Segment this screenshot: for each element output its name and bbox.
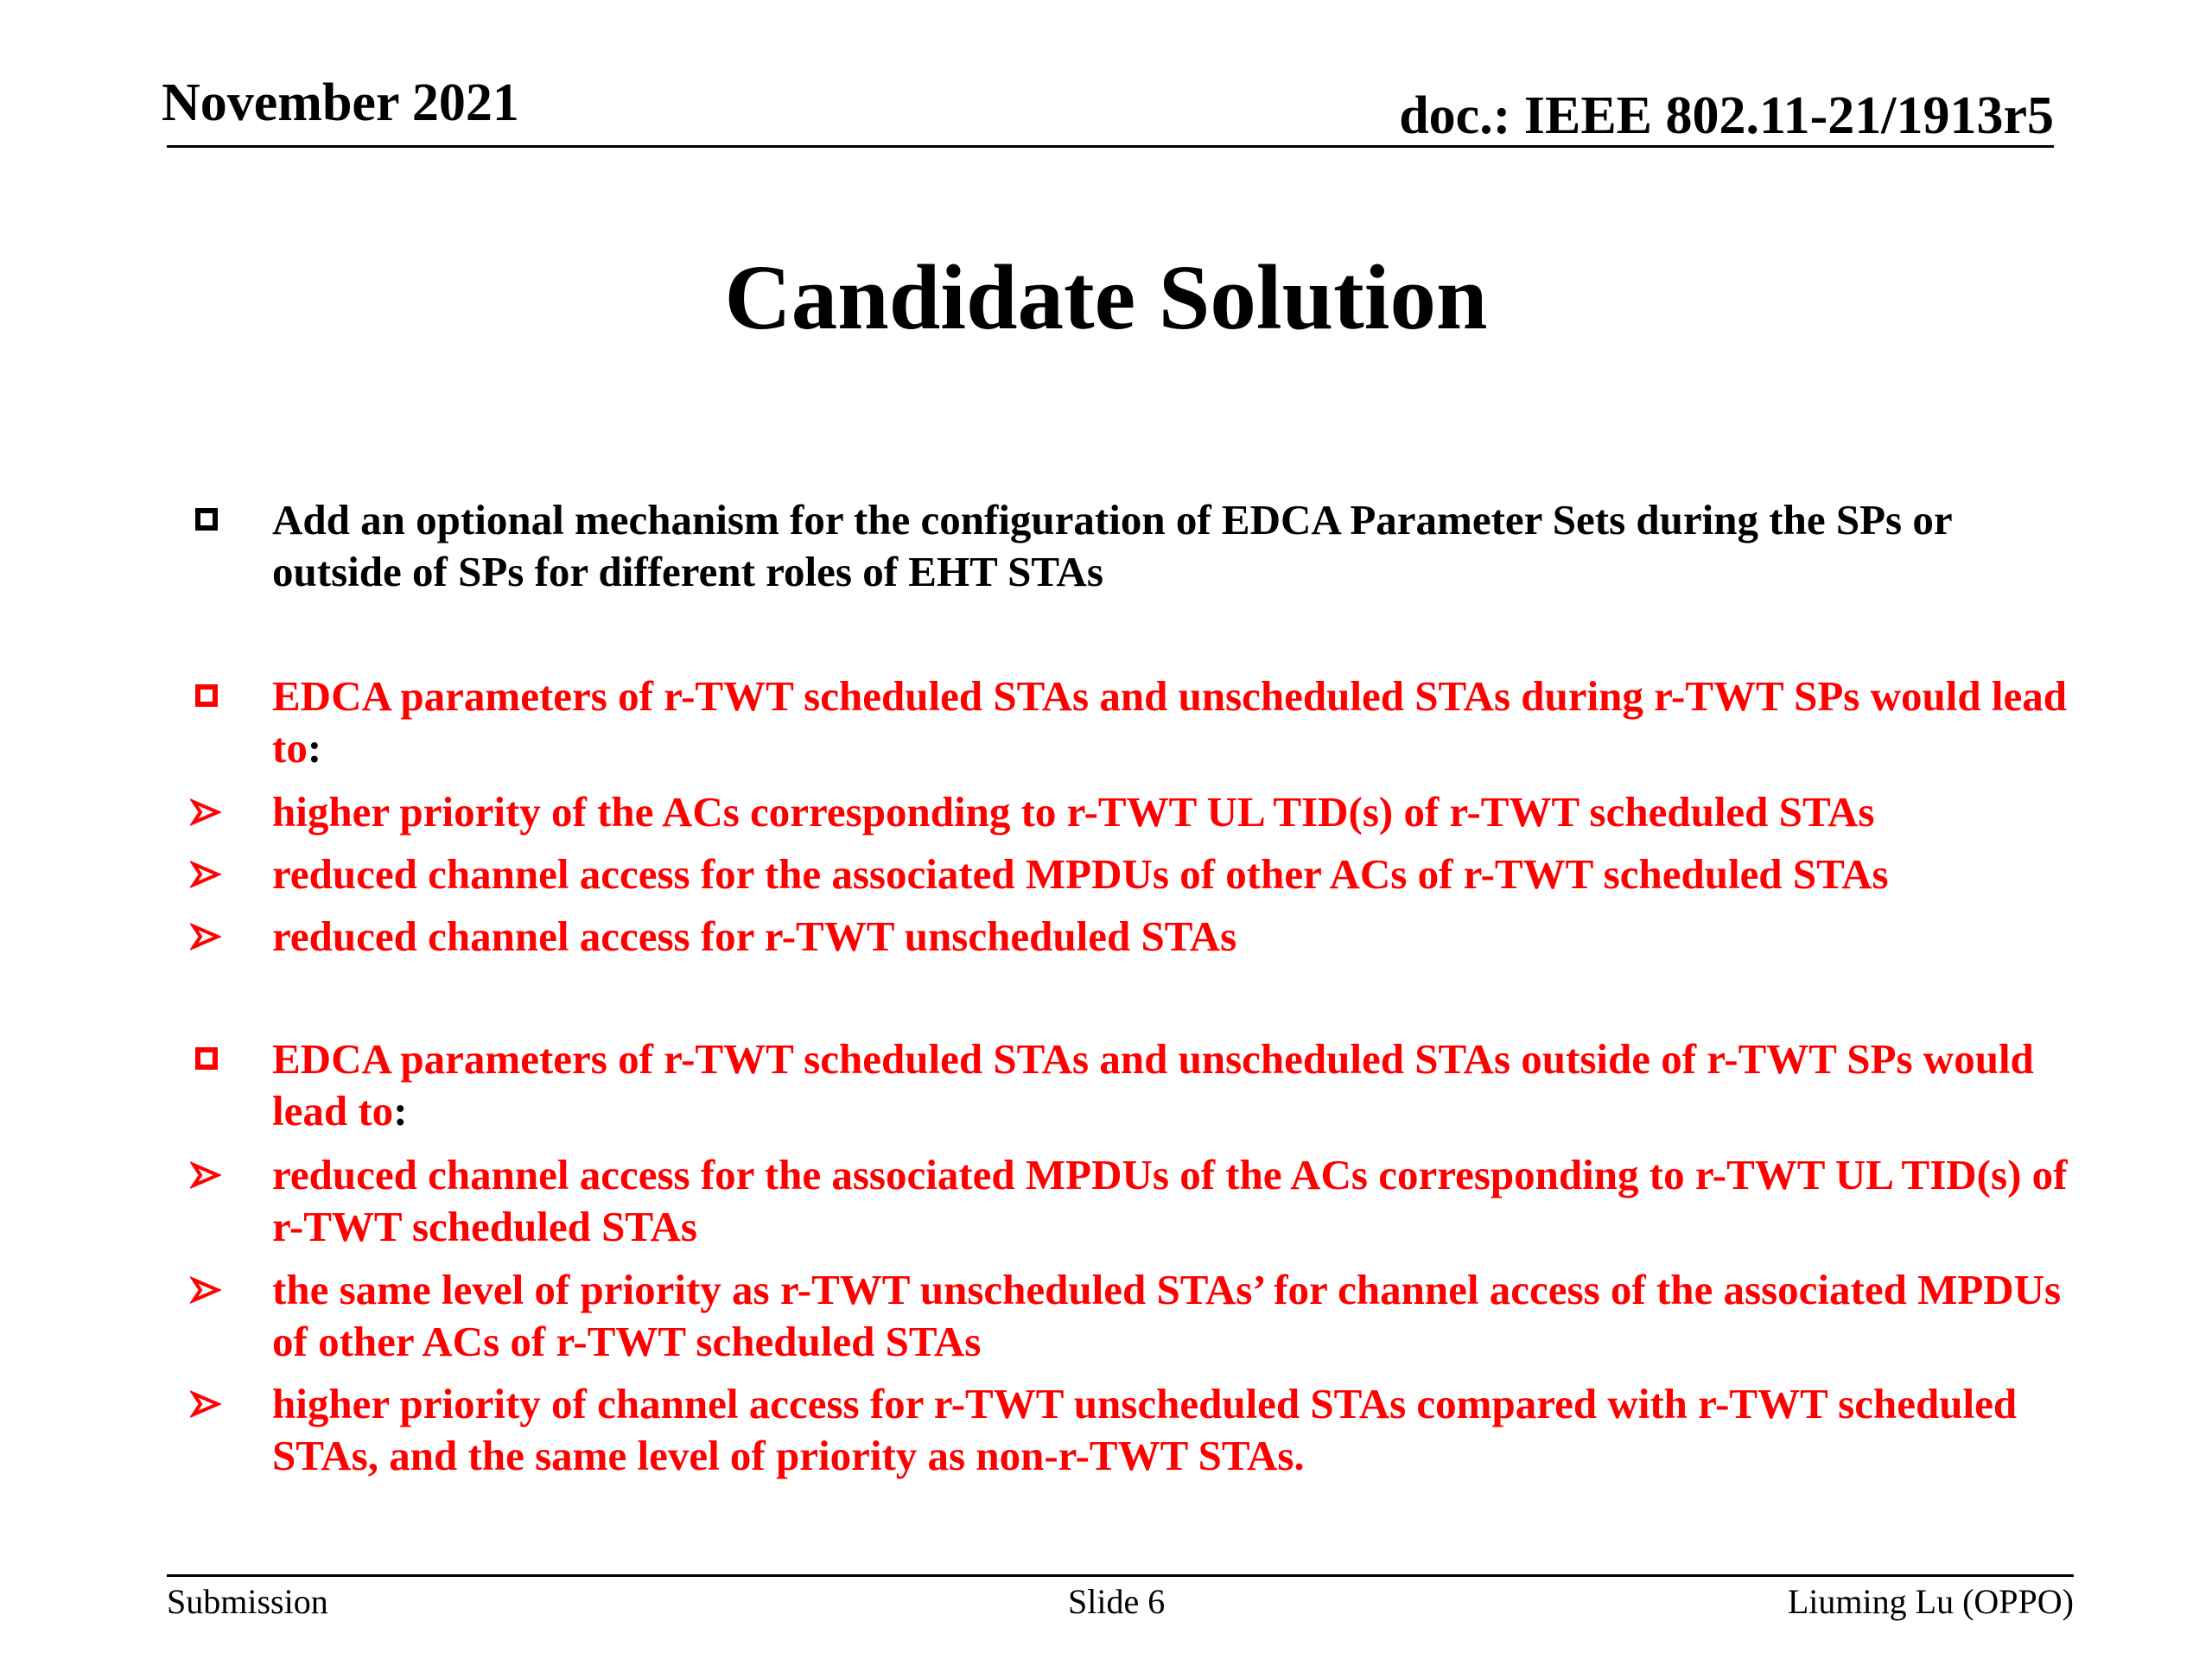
bullet-during-sp bbox=[272, 671, 2091, 774]
arrowhead-bullet-icon bbox=[190, 859, 221, 890]
subitem-outside-sp-2: the same level of priority as r-TWT unscheduled STAs’ for channel access of the associated MPDUs of other ACs of r-TWT scheduled STAs bbox=[272, 1266, 2062, 1365]
bullet-edca-mechanism: Add an optional mechanism for the configuration of EDCA Parameter Sets during the SPs or outside of SPs for different roles of EHT STAs bbox=[272, 496, 1952, 595]
square-bullet-icon bbox=[195, 1047, 218, 1070]
footer-author: Liuming Lu (OPPO) bbox=[1787, 1582, 2074, 1621]
slide-title: Candidate Solution bbox=[724, 247, 1488, 349]
bullet-during-sp-colon: : bbox=[307, 724, 322, 772]
subitem-outside-sp-3: higher priority of channel access for r-TWT unscheduled STAs compared with r-TWT scheduled STAs, and the same level of priority as non-r-TWT STAs. bbox=[272, 1380, 2018, 1479]
footer-slide-number: Slide 6 bbox=[1068, 1582, 1166, 1621]
subitem-during-sp-1: higher priority of the ACs corresponding to r-TWT UL TID(s) of r-TWT scheduled STAs bbox=[272, 788, 1875, 836]
square-bullet-icon bbox=[195, 684, 218, 707]
header-divider bbox=[167, 145, 2054, 148]
bullet-outside-sp bbox=[272, 1033, 2091, 1137]
header-doc-id: doc.: IEEE 802.11-21/1913r5 bbox=[1399, 86, 2054, 145]
footer-divider bbox=[167, 1574, 2074, 1577]
arrowhead-bullet-icon bbox=[190, 1160, 221, 1191]
bullet-outside-sp-colon: : bbox=[393, 1087, 408, 1135]
arrowhead-bullet-icon bbox=[190, 1274, 221, 1306]
arrowhead-bullet-icon bbox=[190, 797, 221, 828]
header-date: November 2021 bbox=[162, 73, 519, 132]
bullet-outside-sp-text: EDCA parameters of r-TWT scheduled STAs and unscheduled STAs outside of r-TWT SPs would lead to bbox=[272, 1035, 2034, 1135]
subitem-during-sp-3: reduced channel access for r-TWT unscheduled STAs bbox=[272, 912, 1237, 960]
arrowhead-bullet-icon bbox=[190, 1389, 221, 1420]
subitem-outside-sp-1: reduced channel access for the associated MPDUs of the ACs corresponding to r-TWT UL TID(s) of r-TWT scheduled STAs bbox=[272, 1151, 2068, 1250]
square-bullet-icon bbox=[195, 508, 218, 531]
arrowhead-bullet-icon bbox=[190, 921, 221, 952]
footer-submission: Submission bbox=[167, 1582, 328, 1621]
subitem-during-sp-2: reduced channel access for the associated MPDUs of other ACs of r-TWT scheduled STAs bbox=[272, 850, 1889, 898]
bullet-during-sp-text: EDCA parameters of r-TWT scheduled STAs and unscheduled STAs during r-TWT SPs would lead to bbox=[272, 672, 2067, 772]
